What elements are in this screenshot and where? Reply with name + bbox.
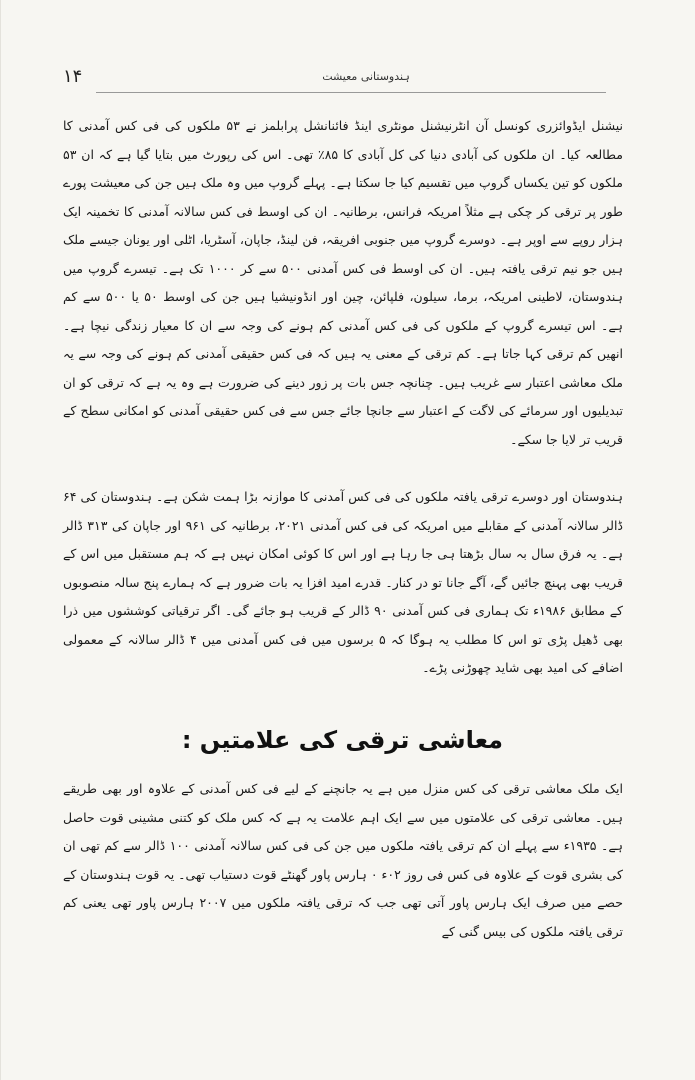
page-header	[1, 66, 695, 96]
paragraph-income-comparison: نیشنل ایڈوائزری کونسل آن انٹرنیشنل مونٹری اینڈ فائنانشل پرابلمز نے ۵۳ ملکوں کی فی کس آمدنی کا مطالعہ کیا۔ ان ملکوں کی آبادی دنیا کی کل آبادی کا ۸۵٪ تھی۔ اس کی رپورٹ میں بتایا گیا ہے کہ ان ۵۳ ملکوں کو تین یکساں گروپ میں تقسیم کیا جا سکتا ہے۔ پہلے گروپ میں وہ ملک ہیں جن کی معیشت پورے طور پر ترقی کر چکی ہے مثلاً امریکہ فرانس، برطانیہ۔ ان کی اوسط فی کس سالانہ آمدنی کا تخمینہ ایک ہزار روپے سے اوپر ہے۔ دوسرے گروپ میں جنوبی افریقہ، فن لینڈ، جاپان، آسٹریا، اٹلی اور یونان جیسے ملک ہیں جو نیم ترقی یافتہ ہیں۔ ان کی اوسط فی کس آمدنی ۵۰۰ سے کر ۱۰۰۰ تک ہے۔ تیسرے گروپ میں ہندوستان، لاطینی امریکہ، برما، سیلون، فلپائن، چین اور انڈونیشیا ہیں جن کی اوسط ۵۰ یا ۵۰۰ سے کم ہے۔ اس تیسرے گروپ کے ملکوں کی فی کس آمدنی کم ہونے کی وجہ سے ان کا معیار زندگی نیچا ہے۔ انھیں کم ترقی کہا جاتا ہے۔ کم ترقی کے معنی یہ ہیں کہ فی کس حقیقی آمدنی کم ہونے کی وجہ سے یہ ملک معاشی اعتبار سے غریب ہیں۔ چنانچہ جس بات پر زور دینے کی ضرورت ہے وہ یہ ہے کہ ترقی کو ان تبدیلیوں اور سرمائے کی لاگت کے اعتبار سے جانچا جائے جس سے فی کس حقیقی آمدنی کو امکانی سطح کے قریب تر لایا جا سکے۔	[63, 118, 623, 447]
page-number: ۱۴	[63, 66, 83, 87]
header-rule	[96, 92, 606, 93]
running-head: ہندوستانی معیشت	[322, 70, 410, 83]
section-heading: معاشی ترقی کی علامتیں :	[181, 726, 503, 754]
paragraph-development-indicators: ایک ملک معاشی ترقی کی کس منزل میں ہے یہ جانچنے کے لیے فی کس آمدنی کے علاوہ اور بھی طریقے ہیں۔ معاشی ترقی کی علامتوں میں سے ایک اہم علامت یہ ہے کہ کس ملک کو کتنی مشینی قوت حاصل ہے۔ ۱۹۳۵ء سے پہلے ان کم ترقی یافتہ ملکوں میں جن کی فی کس سالانہ آمدنی ۱۰۰ ڈالر سے کم تھی ان کی بشری قوت کے علاوہ فی کس فی روز ۰۲ء ۰ ہارس پاور گھنٹے قوت دستیاب تھی۔ یہ قوت ہندوستان کے حصے میں صرف ایک ہارس پاور آتی تھی جب کہ ترقی یافتہ ملکوں میں ۲۰۰۷ ہارس پاور تھی یعنی کم ترقی یافتہ ملکوں کی بیس گنی کے	[63, 781, 624, 939]
paragraph-india-comparison: ہندوستان اور دوسرے ترقی یافتہ ملکوں کی فی کس آمدنی کا موازنہ بڑا ہمت شکن ہے۔ ہندوستان کی ۶۴ ڈالر سالانہ آمدنی کے مقابلے میں امریکہ کی فی کس آمدنی ۲۰۲۱، برطانیہ کی ۹۶۱ اور جاپان کی ۳۱۳ ڈالر ہے۔ یہ فرق سال بہ سال بڑھتا ہی جا رہا ہے اور اس کا کوئی امکان نہیں ہے کہ ہم مستقبل میں اس کے قریب بھی پہنچ جائیں گے، آگے جانا تو در کنار۔ قدرے امید افزا یہ بات ضرور ہے کہ ہمارے پنج سالہ منصوبوں کے مطابق ۱۹۸۶ء تک ہماری فی کس آمدنی ۹۰ ڈالر کے قریب ہو جائے گی۔ اگر ترقیاتی کوششوں میں ذرا بھی ڈھیل پڑی تو اس کا مطلب یہ ہوگا کہ ۵ برسوں میں فی کس آمدنی میں ۴ ڈالر سالانہ کے معمولی اضافے کی امید بھی شاید چھوڑنی پڑے۔	[63, 489, 624, 675]
